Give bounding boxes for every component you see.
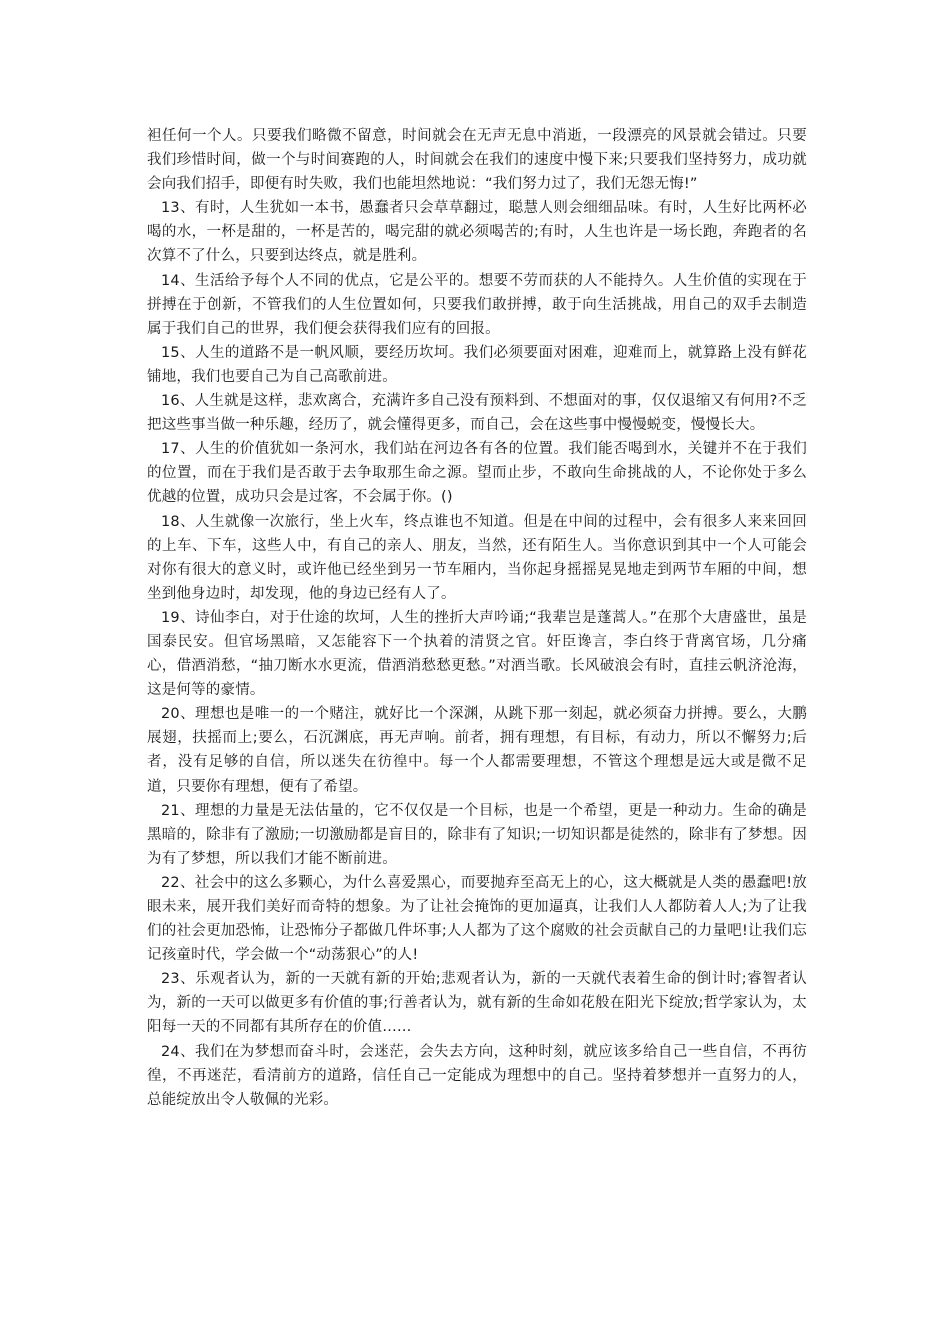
- paragraph-24: 24、我们在为梦想而奋斗时，会迷茫，会失去方向，这种时刻，就应该多给自己一些自信，不再彷徨，不再迷茫，看清前方的道路，信任自己一定能成为理想中的自己。坚持着梦想并一直努力的人，总能绽放出令人敬佩的光彩。: [147, 1043, 807, 1108]
- paragraph-23: 23、乐观者认为，新的一天就有新的开始;悲观者认为，新的一天就代表着生命的倒计时;睿智者认为，新的一天可以做更多有价值的事;行善者认为，就有新的生命如花般在阳光下绽放;哲学家认为，太阳每一天的不同都有其所存在的价值……: [147, 971, 807, 1036]
- paragraph-22: 22、社会中的这么多颗心，为什么喜爱黑心，而要抛弃至高无上的心，这大概就是人类的愚蠢吧!放眼未来，展开我们美好而奇特的想象。为了让社会掩饰的更加逼真，让我们人人都防着人人;为了让我们的社会更加恐怖，让恐怖分子都做几件坏事;人人都为了这个腐败的社会贡献自己的力量吧!让我们忘记孩童时代，学会做一个“动荡狠心”的人!: [147, 874, 807, 964]
- paragraph-17: 17、人生的价值犹如一条河水，我们站在河边各有各的位置。我们能否喝到水，关键并不在于我们的位置，而在于我们是否敢于去争取那生命之源。望而止步，不敢向生命挑战的人，不论你处于多么优越的位置，成功只会是过客，不会属于你。(): [147, 441, 807, 506]
- paragraph-21: 21、理想的力量是无法估量的，它不仅仅是一个目标，也是一个希望，更是一种动力。生命的确是黑暗的，除非有了激励;一切激励都是盲目的，除非有了知识;一切知识都是徒然的，除非有了梦想。因为有了梦想，所以我们才能不断前进。: [147, 802, 807, 867]
- paragraph-15: 15、人生的道路不是一帆风顺，要经历坎坷。我们必须要面对困难，迎难而上，就算路上没有鲜花铺地，我们也要自己为自己高歌前进。: [147, 344, 807, 385]
- paragraph-16: 16、人生就是这样，悲欢离合，充满许多自己没有预料到、不想面对的事，仅仅退缩又有何用?不乏把这些事当做一种乐趣，经历了，就会懂得更多，而自己，会在这些事中慢慢蜕变，慢慢长大。: [147, 393, 807, 434]
- paragraph-18: 18、人生就像一次旅行，坐上火车，终点谁也不知道。但是在中间的过程中，会有很多人来来回回的上车、下车，这些人中，有自己的亲人、朋友，当然，还有陌生人。当你意识到其中一个人可能会对你有很大的意义时，或许他已经坐到另一节车厢内，当你起身摇摇晃晃地走到两节车厢的中间，想坐到他身边时，却发现，他的身边已经有人了。: [147, 513, 807, 602]
- paragraph-continued: 袒任何一个人。只要我们略微不留意，时间就会在无声无息中消逝，一段漂亮的风景就会错过。只要我们珍惜时间，做一个与时间赛跑的人，时间就会在我们的速度中慢下来;只要我们坚持努力，成功就会向我们招手，即便有时失败，我们也能坦然地说：“我们努力过了，我们无怨无悔!”: [147, 128, 807, 193]
- paragraph-20: 20、理想也是唯一的一个赌注，就好比一个深渊，从跳下那一刻起，就必须奋力拼搏。要么，大鹏展翅，扶摇而上;要么，石沉渊底，再无声响。前者，拥有理想，有目标，有动力，所以不懈努力;后者，没有足够的自信，所以迷失在彷徨中。每一个人都需要理想，不管这个理想是远大或是微不足道，只要你有理想，便有了希望。: [147, 706, 807, 795]
- paragraph-14: 14、生活给予每个人不同的优点，它是公平的。想要不劳而获的人不能持久。人生价值的实现在于拼搏在于创新，不管我们的人生位置如何，只要我们敢拼搏，敢于向生活挑战，用自己的双手去制造属于我们自己的世界，我们便会获得我们应有的回报。: [147, 272, 807, 337]
- paragraph-19: 19、诗仙李白，对于仕途的坎坷，人生的挫折大声吟诵;“我辈岂是蓬蒿人。”在那个大唐盛世，虽是国泰民安。但官场黑暗，又怎能容下一个执着的清贤之官。奸臣谗言，李白终于背离官场，几分痛心，借酒消愁，“抽刀断水水更流，借酒消愁愁更愁。”对酒当歌。长风破浪会有时，直挂云帆济沧海，这是何等的豪情。: [147, 609, 807, 699]
- document-body: [147, 124, 807, 1112]
- paragraph-13: 13、有时，人生犹如一本书，愚蠢者只会草草翻过，聪慧人则会细细品味。有时，人生好比两杯必喝的水，一杯是甜的，一杯是苦的，喝完甜的就必须喝苦的;有时，人生也许是一场长跑，奔跑者的名次算不了什么，只要到达终点，就是胜利。: [147, 200, 807, 265]
